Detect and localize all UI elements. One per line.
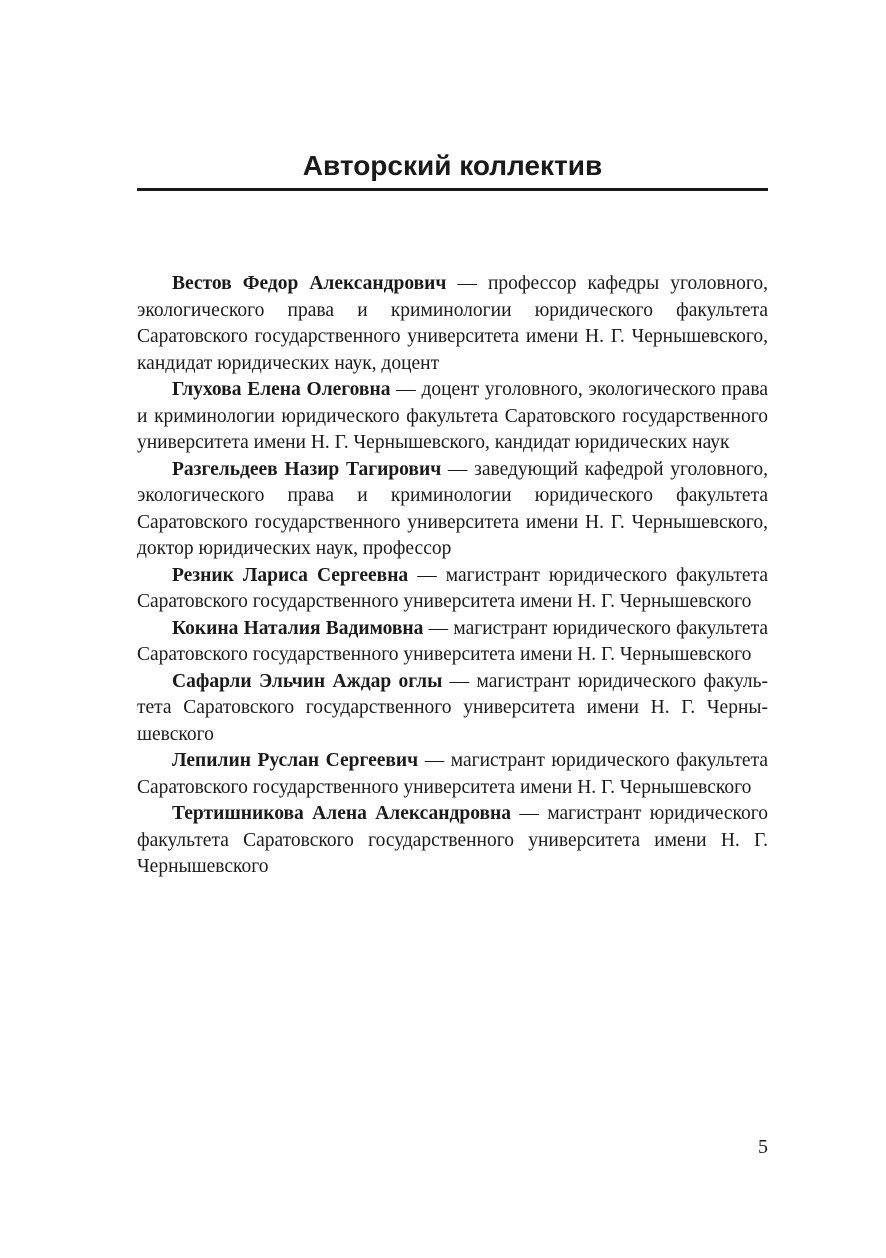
author-list [137, 271, 768, 881]
author-name: Глухова Елена Олеговна [172, 379, 391, 400]
author-name: Сафарли Эльчин Аждар оглы [172, 670, 443, 692]
author-entry [137, 457, 768, 563]
author-description: — доцент уголовного, экологического права и криминологии юридического факультета Саратовского государственного университета имени Н. Г. Чернышевского, кандидат юридических наук [137, 379, 768, 453]
author-name: Разгельдеев Назир Тагирович [172, 458, 442, 480]
author-description: — магистрант юридического факультета Саратовского государственного университета имени Н. Г. Чернышевского [137, 803, 768, 877]
author-entry [137, 616, 768, 669]
author-name: Вестов Федор Александрович [172, 273, 447, 294]
author-description: — магистрант юридического факультета Саратовского государственного университета имени Н. Г. Чернышевского [137, 750, 768, 798]
author-entry [137, 669, 768, 749]
page-title: Авторский коллектив [302, 150, 603, 181]
author-description: — профессор кафедры уголовного, экологического права и криминологии юридического факультета Саратовского государственного университета имени Н. Г. Чернышевского, кандидат юридических наук, доцент [137, 273, 768, 374]
author-description: — магистрант юридического факультета Саратовского государственного университета имени Н. Г. Чернышевского [137, 564, 768, 612]
page-number: 5 [758, 1136, 768, 1158]
title-underline [137, 188, 768, 191]
author-name: Лепилин Руслан Сергеевич [172, 750, 419, 771]
author-entry [137, 748, 768, 801]
author-entry [137, 377, 768, 457]
author-description: — заведующий кафедрой уголовного, экологического права и криминологии юридического факультета Саратовского государственного университета имени Н. Г. Чернышевского, доктор юридических наук, профессор [137, 458, 769, 559]
author-entry [137, 271, 768, 377]
author-name: Тертишникова Алена Александровна [172, 803, 512, 824]
author-name: Кокина Наталия Вадимовна [172, 617, 424, 639]
author-entry [137, 801, 768, 881]
author-description: — магистрант юридического факультета Саратовского государственного университета имени Н. Г. Чернышевского [137, 670, 768, 745]
author-name: Резник Лариса Сергеевна [172, 564, 409, 586]
author-entry [137, 563, 768, 616]
author-description: — магистрант юридического факультета Саратовского государственного университета имени Н. Г. Чернышевского [137, 617, 768, 665]
